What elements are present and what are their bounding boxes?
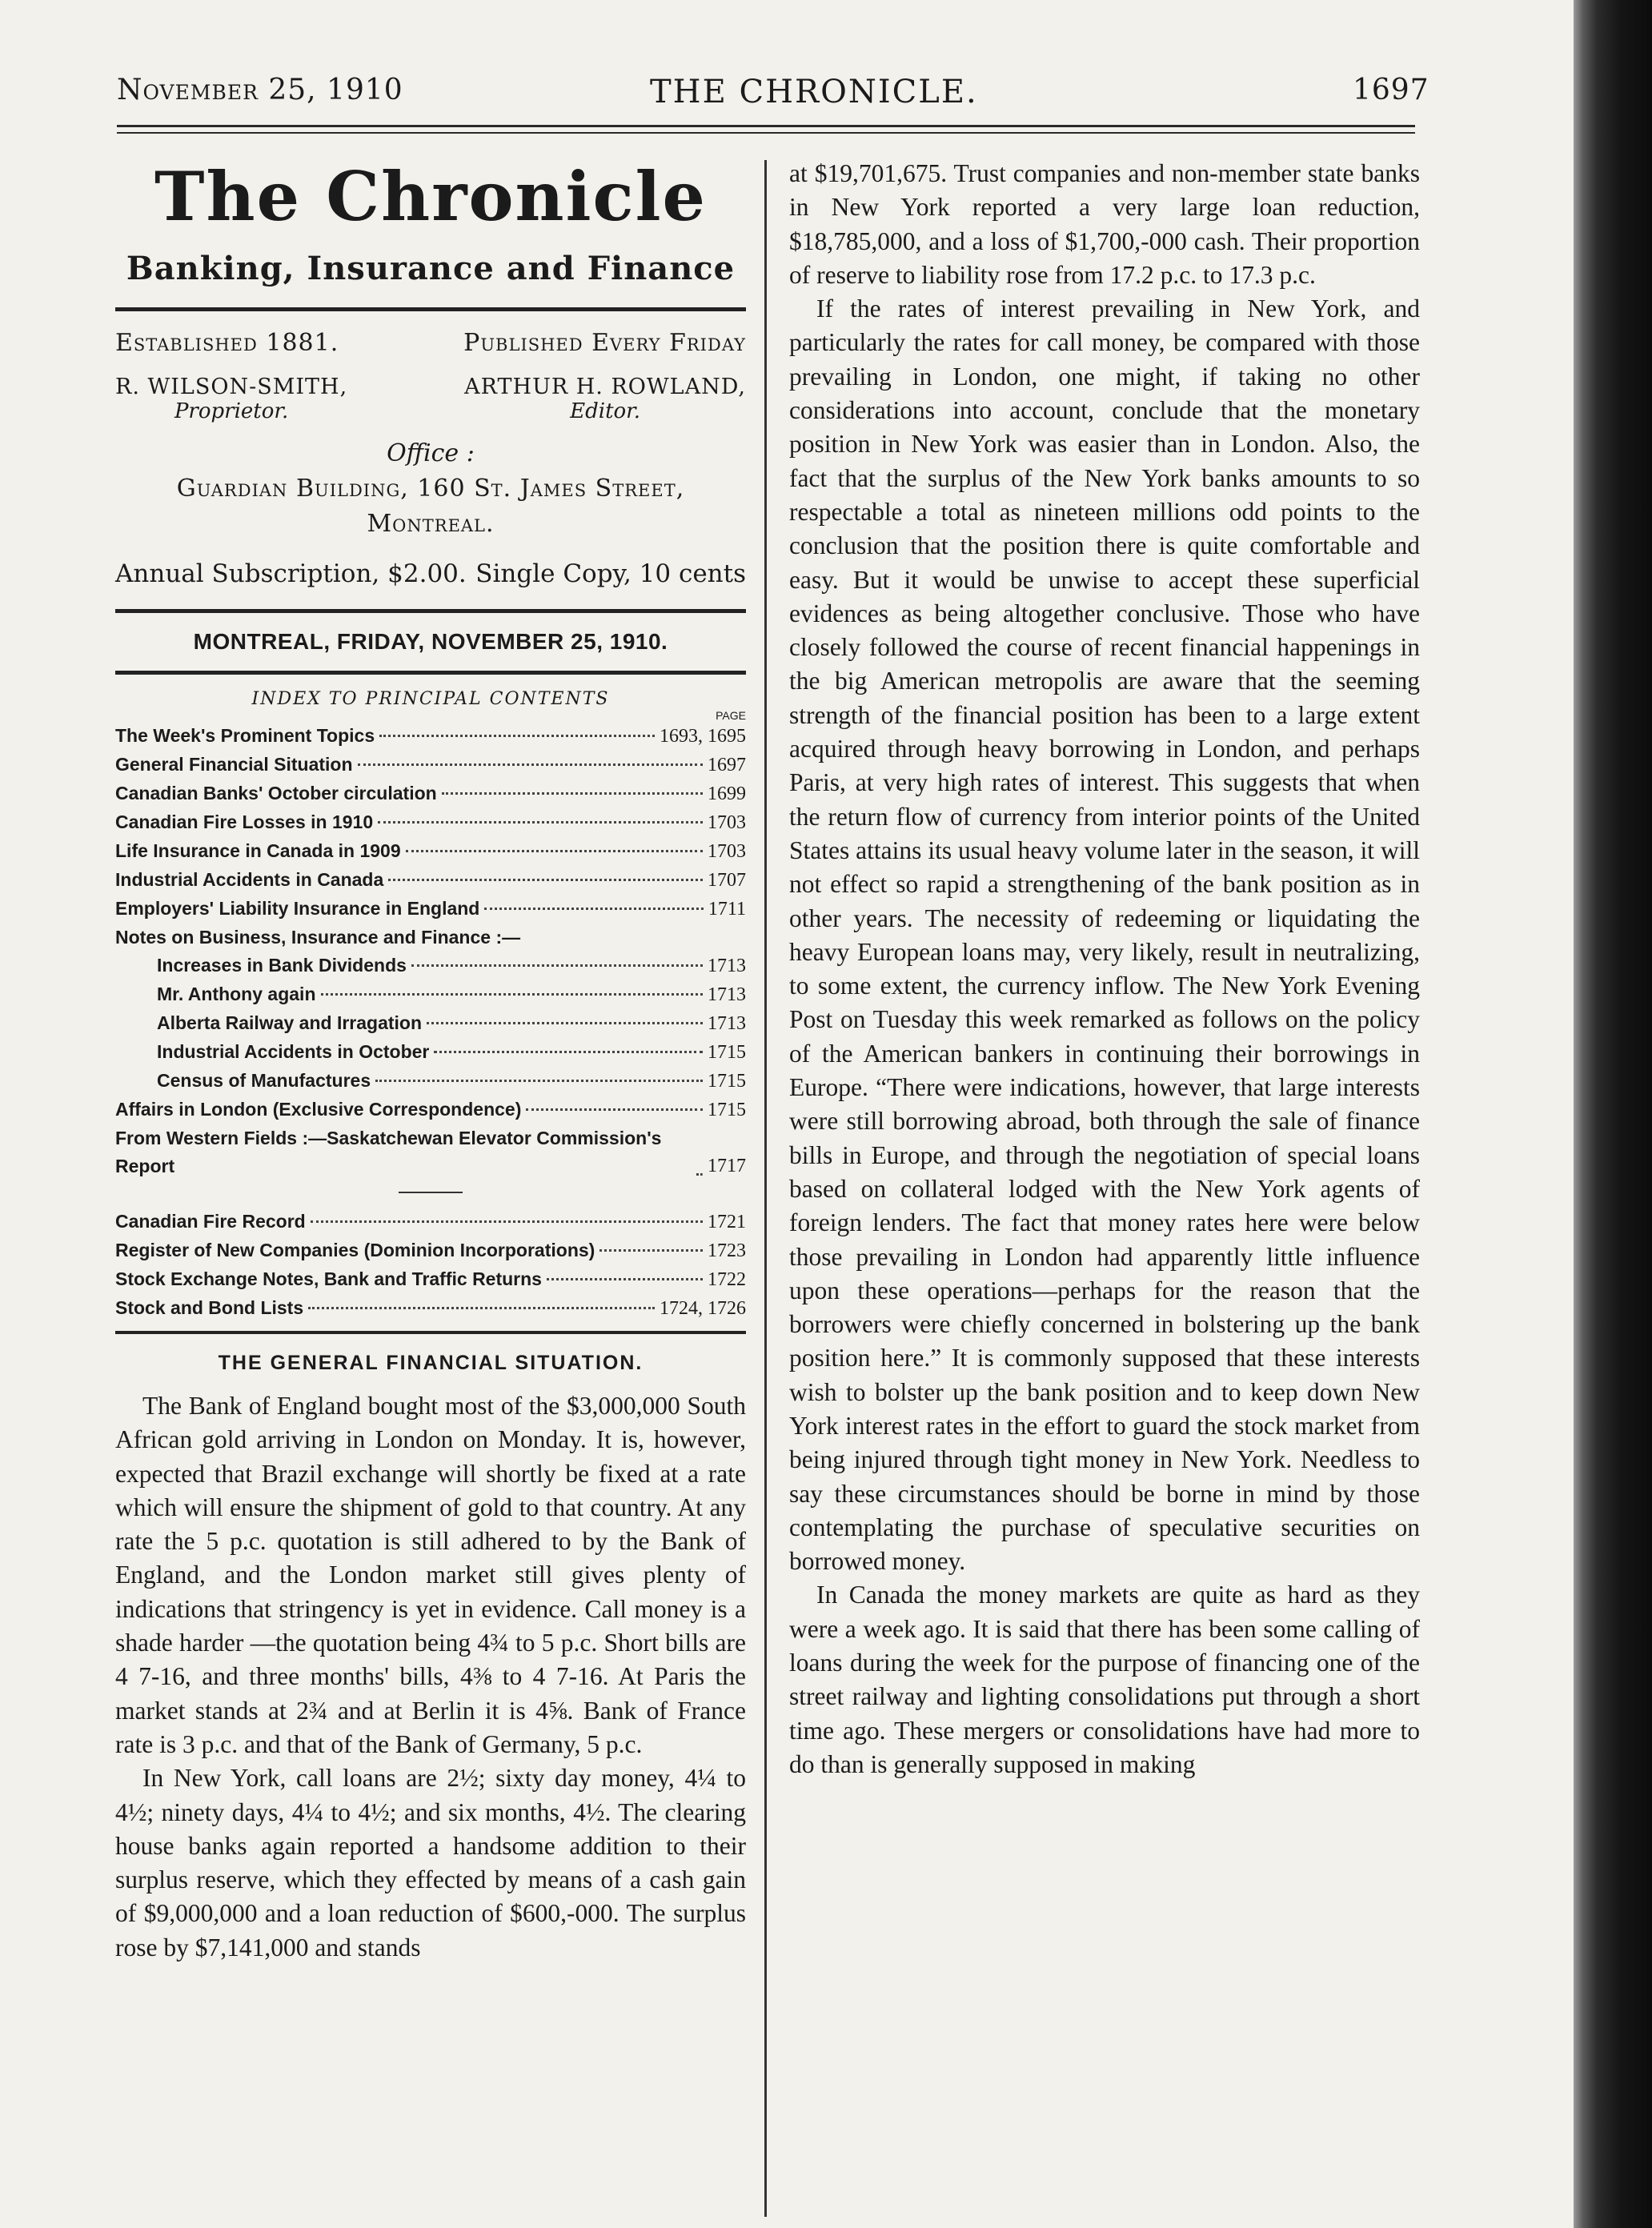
- index-leader-dots: [406, 850, 703, 852]
- index-entry-page: 1693, 1695: [660, 726, 746, 747]
- index-entry-page: 1711: [708, 899, 746, 920]
- office-address-line1: Guardian Building, 160 St. James Street,: [176, 475, 685, 503]
- index-leader-dots: [484, 908, 704, 910]
- article-paragraph: If the rates of interest prevailing in New York, and particularly the rates for call money, be compared with those prevailing in London, one might, if taking no other considerations into account, conclude that the monetary position in New York was easier than in London. Also, the fact that the surplus of the New York banks amounts to so respectable a total as nineteen millions odd points to the conclusion that the position there is quite comfortable and easy. But it would be unwise to accept these superficial evidences as being altogether conclusive. Those who have closely followed the course of recent financial happenings in the big American metropolis are aware that the seeming strength of the financial position has been to a large extent acquired through heavy borrowing in London, and perhaps Paris, at very high rates of interest. This suggests that when the return flow of currency from interior points of the United States attains its usual heavy volume later in the season, it will not effect so rapid a strengthening of the bank position as in other years. The necessity of redeeming or liquidating the heavy European loans may, very likely, result in neutralizing, to some extent, the currency inflow. The New York Evening Post on Tuesday this week remarked as follows on the policy of the American bankers in continuing their borrowings in Europe. “There were indications, however, that large interests were still borrowing abroad, both through the sale of finance bills in Europe, and through the negotiation of special loans based on collateral lodged with the New York agents of foreign lenders. The fact that money rates here were below those prevailing in London had apparently little influence upon these operations—perhaps for the reason that the borrowers were chiefly concerned in bolstering up the bank position here.” It is commonly supposed that these interests wish to bolster up the bank position and to keep down New York interest rates in the effort to guard the stock market from being injured through tight money in New York. Needless to say these circumstances should be borne in mind by those contemplating the purchase of speculative securities on borrowed money.: [789, 295, 1420, 1576]
- page-number: 1697: [1353, 74, 1429, 106]
- index-entry: [115, 980, 746, 1009]
- single-copy-price: Single Copy, 10 cents: [475, 559, 746, 588]
- index-entry: [115, 1009, 746, 1038]
- left-column: [110, 149, 751, 1965]
- index-entry-title: Canadian Fire Record: [115, 1211, 306, 1232]
- published-text: Published Every Friday: [463, 329, 746, 357]
- book-spine: [1574, 0, 1652, 2228]
- article-title: THE GENERAL FINANCIAL SITUATION.: [218, 1352, 644, 1374]
- index-entry-title: Life Insurance in Canada in 1909: [115, 840, 401, 861]
- column-separator: [764, 160, 767, 2217]
- index-end-rule: [115, 1331, 746, 1334]
- header-rule-secondary: [117, 132, 1415, 134]
- index-leader-dots: [599, 1249, 703, 1252]
- office-address-line2: Montreal.: [367, 510, 495, 538]
- index-leader-dots: [696, 1173, 703, 1176]
- index-entry: [115, 1096, 746, 1124]
- index-entry-title: The Week's Prominent Topics: [115, 725, 375, 746]
- article-paragraph: at $19,701,675. Trust companies and non-member state banks in New York reported a very large loan reduction, $18,785,000, and a loss of $1,700,-000 cash. Their proportion of reserve to liability rose from 17.2 p.c. to 17.3 p.c.: [789, 159, 1420, 289]
- index-entry-page: 1724, 1726: [660, 1298, 746, 1319]
- running-head-date: November 25, 1910: [117, 74, 403, 106]
- proprietor-role: Proprietor.: [174, 399, 289, 423]
- index-entry: [115, 837, 746, 866]
- index-entry: [115, 1067, 746, 1096]
- index-entry-page: 1717: [708, 1156, 746, 1176]
- index-entry-page: 1703: [708, 812, 746, 833]
- index-separator: [115, 1180, 746, 1208]
- article-paragraph: In New York, call loans are 2½; sixty day money, 4¼ to 4½; ninety days, 4¼ to 4½; and six months, 4½. The clearing house banks again reported a handsome addition to their surplus reserve, which they effected by means of a cash gain of $9,000,000 and a loan reduction of $600,-000. The surplus rose by $7,141,000 and stands: [115, 1764, 746, 1962]
- office-label: Office :: [387, 439, 475, 467]
- established-text: Established 1881.: [115, 329, 339, 357]
- index-entry: [115, 1124, 746, 1180]
- index-title: INDEX TO PRINCIPAL CONTENTS: [251, 689, 610, 709]
- article-body-right: [784, 157, 1425, 1781]
- index-entry-title: Canadian Fire Losses in 1910: [115, 811, 374, 832]
- index-entry-page: 1715: [708, 1042, 746, 1063]
- index-entry-page: 1713: [708, 1013, 746, 1034]
- index-entry-title: Mr. Anthony again: [157, 984, 316, 1004]
- article-paragraph: The Bank of England bought most of the $3,000,000 South African gold arriving in London on Monday. It is, however, expected that Brazil exchange will shortly be fixed at a rate which will ensure the shipment of gold to that country. At any rate the 5 p.c. quotation is still adhered to by the Bank of England, and the London market still gives plenty of indications that stringency is yet in evidence. Call money is a shade harder —the quotation being 4¾ to 5 p.c. Short bills are 4 7-16, and three months' bills, 4⅜ to 4 7-16. At Paris the market stands at 2¾ and at Berlin it is 4⅝. Bank of France rate is 3 p.c. and that of the Bank of Germany, 5 p.c.: [115, 1392, 746, 1758]
- right-column: [784, 157, 1425, 1781]
- index-leader-dots: [526, 1108, 703, 1111]
- index-leader-dots: [388, 879, 703, 881]
- index-entry-title: Register of New Companies (Dominion Incorporations): [115, 1240, 595, 1260]
- header-rule: [117, 125, 1415, 127]
- index-leader-dots: [547, 1278, 703, 1280]
- index-entry: [115, 924, 746, 952]
- index-entry: [115, 895, 746, 924]
- index-leader-dots: [378, 821, 703, 823]
- index-entry-title: Stock and Bond Lists: [115, 1297, 304, 1318]
- index-leader-dots: [375, 1080, 703, 1082]
- index-leader-dots: [411, 964, 703, 967]
- masthead-subtitle: Banking, Insurance and Finance: [126, 250, 736, 287]
- index-entry-page: 1699: [708, 783, 746, 804]
- index-entry-title: Industrial Accidents in October: [157, 1041, 430, 1062]
- index-entry-page: 1722: [708, 1269, 746, 1290]
- staff-line: [110, 375, 751, 423]
- index-entry-title: Notes on Business, Insurance and Finance :—: [115, 927, 521, 948]
- index-entry: [115, 808, 746, 837]
- index-entry-title: Industrial Accidents in Canada: [115, 869, 384, 890]
- index-entry: [115, 779, 746, 808]
- subscription-line: [110, 559, 751, 588]
- index-list: [110, 722, 751, 1323]
- index-leader-dots: [379, 735, 655, 737]
- index-entry-page: 1715: [708, 1100, 746, 1120]
- index-entry-title: Census of Manufactures: [157, 1070, 371, 1091]
- article-body-left: [110, 1389, 751, 1965]
- index-entry-title: Employers' Liability Insurance in England: [115, 898, 480, 919]
- section-rule: [115, 609, 746, 613]
- masthead-title: The Chronicle: [154, 157, 707, 236]
- index-leader-dots: [358, 763, 703, 766]
- article-paragraph: In Canada the money markets are quite as hard as they were a week ago. It is said that there has been some calling of loans during the week for the purpose of financing one of the street railway and lighting consolidations put through a short time ago. These mergers or consolidations have had more to do than is generally supposed in making: [789, 1581, 1420, 1778]
- index-entry-title: Affairs in London (Exclusive Correspondence): [115, 1099, 522, 1120]
- index-entry-page: 1703: [708, 841, 746, 862]
- index-leader-dots: [434, 1051, 703, 1053]
- index-entry-title: Stock Exchange Notes, Bank and Traffic Returns: [115, 1268, 542, 1289]
- index-page-label: PAGE: [716, 709, 746, 722]
- index-leader-dots: [442, 792, 703, 795]
- dateline: MONTREAL, FRIDAY, NOVEMBER 25, 1910.: [193, 629, 668, 654]
- index-entry-title: Alberta Railway and Irragation: [157, 1012, 423, 1033]
- index-entry: [115, 1236, 746, 1265]
- index-leader-dots: [308, 1307, 655, 1309]
- index-entry-page: 1713: [708, 984, 746, 1005]
- editor-role: Editor.: [570, 399, 641, 423]
- index-entry-title: Increases in Bank Dividends: [157, 955, 407, 976]
- index-entry-page: 1713: [708, 956, 746, 976]
- running-head-title: THE CHRONICLE.: [650, 74, 978, 110]
- index-entry: [115, 1038, 746, 1067]
- editor: [464, 375, 746, 423]
- index-entry: [115, 1265, 746, 1294]
- index-entry: [115, 952, 746, 980]
- index-entry: [115, 1208, 746, 1236]
- index-entry: [115, 866, 746, 895]
- proprietor-name: R. WILSON-SMITH,: [115, 375, 348, 399]
- masthead-rule: [115, 307, 746, 311]
- index-entry-title: Canadian Banks' October circulation: [115, 783, 437, 803]
- subscription-price: Annual Subscription, $2.00.: [115, 559, 467, 588]
- index-entry-page: 1723: [708, 1240, 746, 1261]
- index-entry: [115, 722, 746, 751]
- index-entry-page: 1715: [708, 1071, 746, 1092]
- index-leader-dots: [427, 1022, 703, 1024]
- index-entry-page: 1697: [708, 755, 746, 775]
- index-entry: [115, 751, 746, 779]
- proprietor: [115, 375, 347, 423]
- index-entry-title: From Western Fields :—Saskatchewan Elevator Commission's Report: [115, 1128, 662, 1176]
- index-entry-page: 1721: [708, 1212, 746, 1232]
- index-leader-dots: [321, 993, 704, 996]
- index-entry-page: 1707: [708, 870, 746, 891]
- editor-name: ARTHUR H. ROWLAND,: [464, 375, 746, 399]
- index-entry-title: General Financial Situation: [115, 754, 353, 775]
- index-entry: [115, 1294, 746, 1323]
- index-leader-dots: [311, 1220, 703, 1223]
- dateline-rule: [115, 671, 746, 675]
- publication-line: [110, 329, 751, 357]
